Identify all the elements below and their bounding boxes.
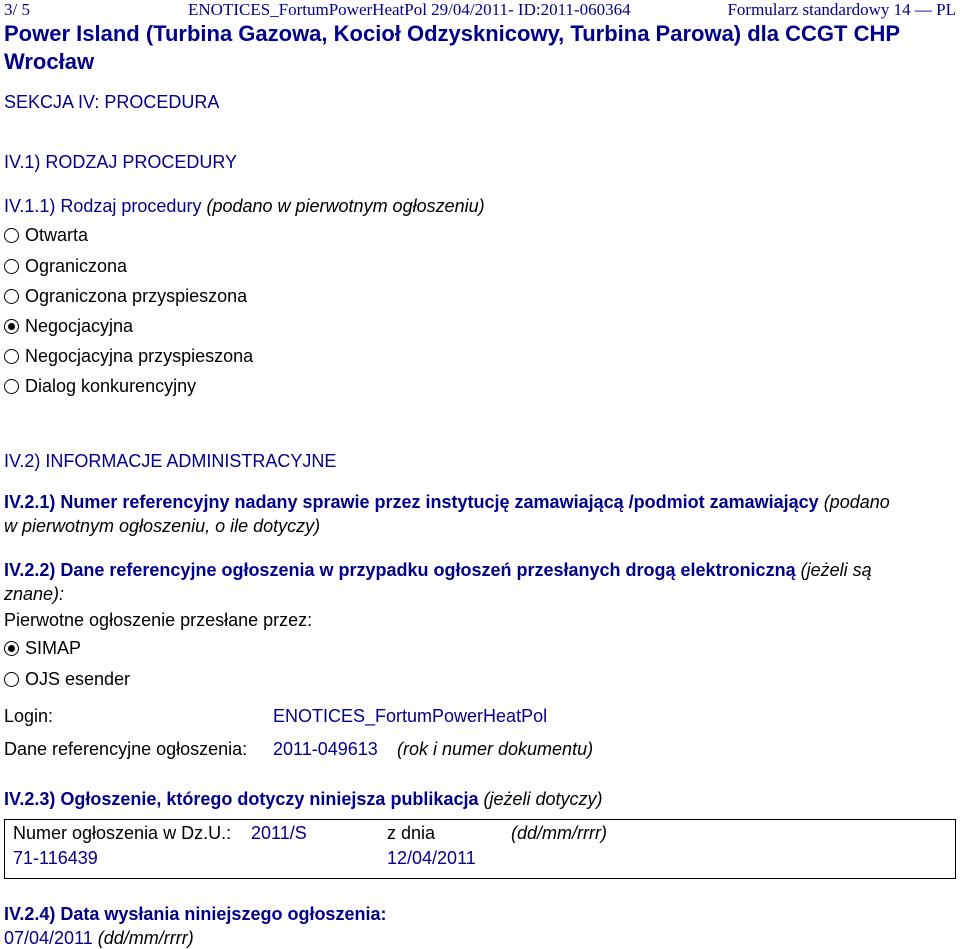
ref-value: 2011-049613 xyxy=(273,739,378,759)
procedure-option-ograniczona-przyspieszona[interactable] xyxy=(4,286,247,307)
notice-number-value-2: 71-116439 xyxy=(13,848,98,868)
iv22-label: IV.2.2) Dane referencyjne ogłoszenia w przypadku ogłoszeń przesłanych drogą elektroniczną xyxy=(4,560,796,580)
iv24-date: 07/04/2011 xyxy=(4,928,93,948)
page-number: 3/ 5 xyxy=(4,0,30,19)
ref-label: Dane referencyjne ogłoszenia: xyxy=(4,739,248,759)
iv11-heading xyxy=(4,196,485,217)
procedure-option-otwarta[interactable] xyxy=(4,225,88,246)
option-label: Ograniczona xyxy=(25,256,128,276)
iv11-note: (podano w pierwotnym ogłoszeniu) xyxy=(206,196,485,216)
iv23-heading xyxy=(4,789,603,810)
ref-note: (rok i numer dokumentu) xyxy=(397,739,594,759)
publication-box xyxy=(4,819,956,879)
option-label: Negocjacyjna przyspieszona xyxy=(25,346,254,366)
radio-unchecked-icon xyxy=(4,379,19,394)
sent-by-label: Pierwotne ogłoszenie przesłane przez: xyxy=(4,610,313,630)
notice-number-value-1: 2011/S xyxy=(251,823,307,843)
radio-unchecked-icon xyxy=(4,289,19,304)
iv23-note: (jeżeli dotyczy) xyxy=(483,789,603,809)
iv21-label: IV.2.1) Numer referencyjny nadany sprawie przez instytucję zamawiającą /podmiot zamawiający xyxy=(4,492,819,512)
iv21-line1 xyxy=(4,492,890,513)
iv22-note-1: (jeżeli są xyxy=(800,560,872,580)
option-label: SIMAP xyxy=(25,638,82,658)
radio-checked-icon xyxy=(4,641,19,656)
iv21-note-1: (podano xyxy=(823,492,890,512)
iv23-label: IV.2.3) Ogłoszenie, którego dotyczy niniejsza publikacja xyxy=(4,789,479,809)
radio-unchecked-icon xyxy=(4,259,19,274)
notice-number-label: Numer ogłoszenia w Dz.U.: xyxy=(13,823,232,843)
form-label: Formularz standardowy 14 — PL xyxy=(727,0,956,19)
iv24-format: (dd/mm/rrrr) xyxy=(97,928,194,948)
procedure-option-dialog[interactable] xyxy=(4,376,196,397)
date-format: (dd/mm/rrrr) xyxy=(511,823,607,843)
option-label: Negocjacyjna xyxy=(25,316,134,336)
login-label: Login: xyxy=(4,706,54,726)
procedure-option-ograniczona[interactable] xyxy=(4,256,127,277)
date-label: z dnia xyxy=(387,823,436,843)
date-value: 12/04/2011 xyxy=(387,848,476,868)
iv22-line1 xyxy=(4,560,872,581)
subsection-heading-iv1: IV.1) RODZAJ PROCEDURY xyxy=(4,152,238,172)
option-label: Dialog konkurencyjny xyxy=(25,376,197,396)
option-label: Ograniczona przyspieszona xyxy=(25,286,248,306)
section-heading: SEKCJA IV: PROCEDURA xyxy=(4,92,220,112)
option-label: Otwarta xyxy=(25,225,89,245)
iv22-note-2: znane): xyxy=(4,584,65,604)
radio-unchecked-icon xyxy=(4,228,19,243)
iv24-date-line xyxy=(4,928,194,949)
radio-unchecked-icon xyxy=(4,349,19,364)
procedure-option-negocjacyjna[interactable] xyxy=(4,316,133,337)
sender-option-ojs-esender[interactable] xyxy=(4,669,130,690)
page-header xyxy=(4,0,956,22)
option-label: OJS esender xyxy=(25,669,131,689)
iv21-note-2: w pierwotnym ogłoszeniu, o ile dotyczy) xyxy=(4,516,321,536)
iv24-label: IV.2.4) Data wysłania niniejszego ogłoszenia: xyxy=(4,904,387,924)
login-value: ENOTICES_FortumPowerHeatPol xyxy=(273,706,548,726)
radio-checked-icon xyxy=(4,319,19,334)
document-title: Power Island (Turbina Gazowa, Kocioł Odzysknicowy, Turbina Parowa) dla CCGT CHP Wrocław xyxy=(4,21,900,74)
iv11-label: IV.1.1) Rodzaj procedury xyxy=(4,196,202,216)
subsection-heading-iv2: IV.2) INFORMACJE ADMINISTRACYJNE xyxy=(4,451,337,471)
sender-option-simap[interactable] xyxy=(4,638,81,659)
document-id: ENOTICES_FortumPowerHeatPol 29/04/2011- ID:2011-060364 xyxy=(188,0,631,19)
radio-unchecked-icon xyxy=(4,672,19,687)
procedure-option-negocjacyjna-przyspieszona[interactable] xyxy=(4,346,253,367)
